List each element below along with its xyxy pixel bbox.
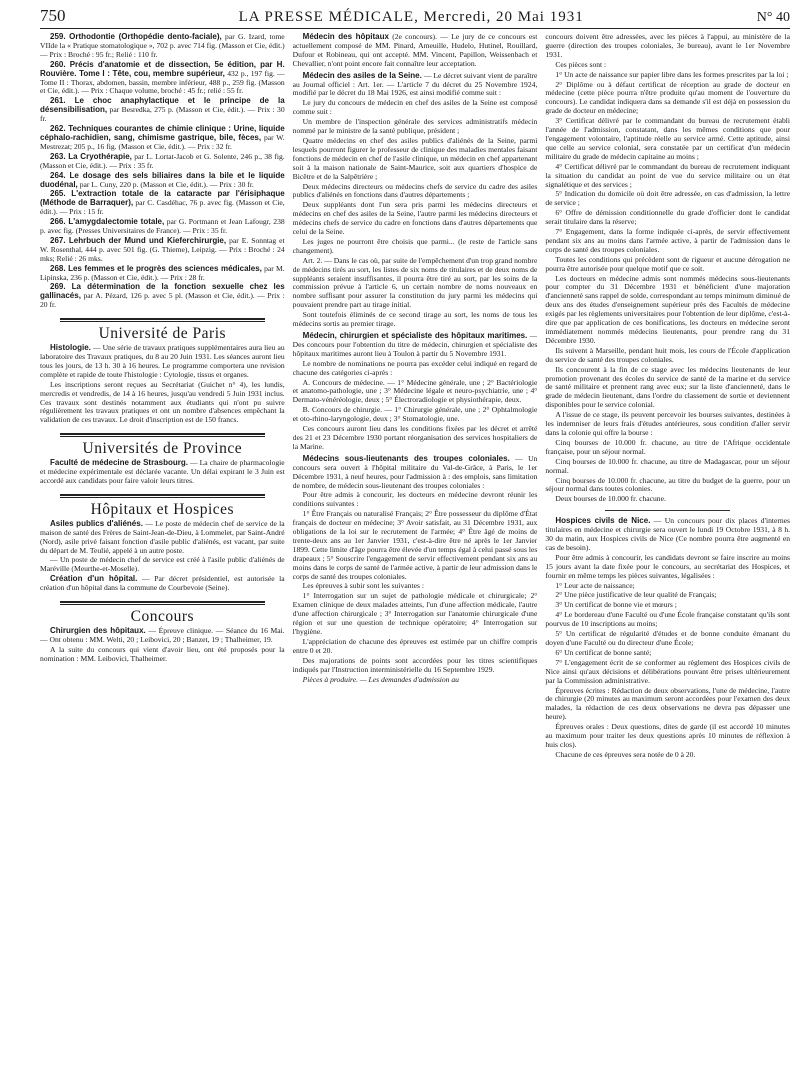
paragraph: Ils concourent à la fin de ce stage avec les médecins lieutenants de leur promotion provenant des écoles du service de santé de la marine et du service de santé militaire et prennent rang avec eux; sur la liste d'ancienneté, dans le grade de médecin lieutenant, dans l'ordre du classement de sortie et deviennent disponibles pour le service colonial. <box>545 364 791 410</box>
paragraph: Le nombre de nominations ne pourra pas excéder celui indiqué en regard de chacune des catégories ci-après : <box>292 358 538 377</box>
paragraph: 4° Certificat délivré par le commandant du bureau de recrutement indiquant la situation du candidat au point de vue du service militaire ou un état signalétique et des services ; <box>545 161 791 189</box>
paragraph: 2° Une pièce justificative de leur qualité de Français; <box>555 590 717 600</box>
paragraph: Ces concours auront lieu dans les conditions fixées par les décret et arrêté des 21 et 23 Décembre 1930 portant réorganisation des services hospitaliers de la Marine. <box>292 424 538 451</box>
entry-title: 262. Techniques courantes de chimie clinique : Urine, liquide céphalo-rachidien, sang, chimisme gastrique, bile, fèces, <box>40 124 285 142</box>
bibliography-entry <box>40 237 285 264</box>
paragraph: Épreuves écrites : Rédaction de deux observations, l'une de médecine, l'autre de chirurgie (20 minutes au maximum seront accordées pour l'examen des deux malades, la rédaction de ces deux observations ne devra pas dépasser une heure). <box>545 685 791 722</box>
section-divider <box>60 494 265 498</box>
paragraph: 7° L'engagement écrit de se conformer au règlement des Hospices civils de Nice ainsi qu'aux décisions et délibérations pouvant être prises ultérieurement par la Commission administrative. <box>545 657 791 685</box>
paragraph: 5° Indication du domicile où doit être adressée, en cas d'admission, la lettre de service ; <box>545 189 791 208</box>
entry-title: 265. L'extraction totale de la cataracte par l'érisiphaque (Méthode de Barraquer), <box>40 189 285 208</box>
paragraph: 1° Être Français ou naturalisé Français; 2° Être possesseur du diplôme d'État français de docteur en médecine; 3° Avoir satisfait, au 31 Décembre 1931, aux obligations de la loi sur le recrutement de l'armée; 4° Être âgé de moins de trente-deux ans au 1er Janvier 1931, c'est-à-dire être né après le 1er Janvier 1899. Cette limite d'âge pourra être élevée d'un temps égal à celui passé sous les drapeaux ; 5° Souscrire l'engagement de servir effectivement pendant six ans au moins dans le corps de santé de l'armée active, à partir de leur admission dans le corps de santé des troupes coloniales. <box>292 509 538 581</box>
entry-reference: par G. Portmann et Jean Lafougr, 238 p. avec fig. (Presses Universitaires de France). — Prix : 35 fr. <box>40 217 285 236</box>
bibliography-entry <box>40 172 285 190</box>
entry-reference: 432 p., 197 fig. — Tome II : Thorax, abdomen, bassin, membre inférieur, 488 p., 259 fig. (Masson et Cie, édit.). — Prix : Chaque volume, broché : 45 fr.; relié : 55 fr. <box>40 68 285 96</box>
column-left <box>40 33 285 1078</box>
paragraph: A l'issue de ce stage, ils peuvent percevoir les bourses suivantes, destinées à les indemniser de leurs frais d'études antérieures, sous condition d'aller servir dans la colonie qui offre la bourse : <box>545 410 791 437</box>
paragraph: Pièces à produire. — Les demandes d'admission au <box>302 674 459 684</box>
section-title-univ-paris: Université de Paris <box>98 325 227 343</box>
paragraph: Cinq bourses de 10.000 fr. chacune, au titre du budget de la guerre, pour un séjour normal dans toutes colonies. <box>545 475 791 494</box>
entry-title: 269. La détermination de la fonction sexuelle chez les gallinacés, <box>40 282 285 301</box>
paragraph: Les inscriptions seront reçues au Secrétariat (Guichet n° 4), les lundis, mercredis et vendredis, de 14 à 16 heures, jusqu'au vendredi 5 Juin 1931 inclus. Ces travaux sont destinés notamment aux étudiants qui n'ont pu suivre régulièrement les travaux pratiques et ont un nombre d'absences empêchant la validation de ces travaux. Le droit d'inscription est de 150 francs. <box>40 379 285 425</box>
entry-title: 268. Les femmes et le progrès des sciences médicales, <box>50 263 262 273</box>
paragraph: A. Concours de médecine. — 1° Médecine générale, une ; 2° Bactériologie et anatomo-pathologie, une ; 3° Médecine légale et neuro-psychiatrie, une ; 4° Dermato-vénéréologie, deux ; 5° Électroradiologie et physiothérapie, deux. <box>292 377 538 405</box>
paragraph: Histologie. — Une série de travaux pratiques supplémentaires aura lieu au laboratoire des Travaux pratiques, du 8 au 20 Juin 1931. Les séances auront lieu tous les jours, de 13 h. 30 à 16 heures. Le programme comportera une revision complète et rapide de toute l'histologie : Cytologie, tissus et organes. <box>40 343 285 379</box>
paragraph: Toutes les conditions qui précèdent sont de rigueur et aucune dérogation ne pourra être autorisée pour quelque motif que ce soit. <box>545 254 791 273</box>
paragraph: 5° Un certificat de régularité d'études et de bonne conduite émanant du doyen d'une Faculté ou du directeur d'une École; <box>545 629 791 647</box>
entry-reference: par G. Izard, tome VIIde la « Pratique stomatologique », 702 p. avec 714 fig. (Masson et Cie, édit.) — Prix : Broché : 95 fr.; Relié : 110 fr. <box>40 33 285 59</box>
paragraph: 3° Un certificat de bonne vie et mœurs ; <box>555 600 677 610</box>
paragraph: Deux médecins directeurs ou médecins chefs de service du cadre des asiles publics d'aliénés en fonctions dans d'autres départements ; <box>292 181 538 200</box>
entry-title: 260. Précis d'anatomie et de dissection, 5e édition, par H. Rouvière. Tome I : Tête, cou, membre supérieur, <box>40 59 285 78</box>
entry-reference: par A. Pézard, 126 p. avec 5 pl. (Masson et Cie, édit.). — Prix : 20 fr. <box>40 291 285 310</box>
paragraph: Des majorations de points sont accordées pour les titres scientifiques indiqués par l'Instruction interministérielle du 16 Septembre 1929. <box>292 655 538 674</box>
paragraph: Médecin des hôpitaux (2e concours). — Le jury de ce concours est actuellement composé de MM. Pinard, Ameuille, Hudelo, Hutinel, Rouillard, Dufour et Robineau, qui ont accepté. MM. Vincent, Papillon, Weissenbach et Chevallier, n'ont point encore fait connaître leur acceptation. <box>292 33 538 68</box>
bibliography-entry <box>40 61 285 97</box>
paragraph: 6° Un certificat de bonne santé; <box>555 647 652 657</box>
section-title-univ-province: Universités de Province <box>82 440 243 458</box>
bibliography-entry <box>40 218 285 236</box>
paragraph: Les juges ne pourront être choisis que parmi... (le reste de l'article sans changement). <box>292 236 538 255</box>
paragraph: 4° Le bordereau d'une Faculté ou d'une École française constatant qu'ils sont pourvus de 10 inscriptions au moins; <box>545 610 791 629</box>
section-divider <box>60 601 265 605</box>
section-title-concours: Concours <box>130 608 195 626</box>
entry-title: 263. La Cryothérapie, <box>50 151 132 161</box>
paragraph: Asiles publics d'aliénés. — Le poste de médecin chef de service de la maison de santé des Frères de Saint-Jean-de-Dieu, à Lommelet, par Saint-André (Nord), asile privé faisant fonction d'asile public d'aliénés, est vacant, par suite du départ de M. Teulié, appelé à un autre poste. <box>40 518 285 555</box>
paragraph: Ils suivent à Marseille, pendant huit mois, les cours de l'École d'application du service de santé des troupes coloniales. <box>545 345 791 364</box>
paragraph: Sont toutefois éliminés de ce second tirage au sort, les noms de tous les médecins sortis au premier tirage. <box>292 310 538 329</box>
paragraph: Médecin, chirurgien et spécialiste des hôpitaux maritimes. — Des concours pour l'obtention du titre de médecin, chirurgien et spécialiste des hôpitaux maritimes auront lieu à Toulon à partir du 5 Novembre 1931. <box>292 331 538 358</box>
entry-title: 264. Le dosage des sels biliaires dans la bile et le liquide duodénal, <box>40 170 285 189</box>
entry-title: 259. Orthodontie (Orthopédie dento-faciale), <box>50 33 222 41</box>
paragraph: Un membre de l'inspection générale des services administratifs médecin nommé par le ministre de la santé publique, président ; <box>292 117 538 136</box>
entry-reference: par M. Lipinska, 236 p. (Masson et Cie, édit.). — Prix : 28 fr. <box>40 263 285 282</box>
issue-number: N° 40 <box>756 10 790 25</box>
paragraph: Médecin des asiles de la Seine. — Le décret suivant vient de paraître au Journal officiel : Art. 1er. — L'article 7 du décret du 25 Novembre 1924, modifié par le décret du 18 Mai 1926, est ainsi modifié comme suit : <box>292 70 538 98</box>
paragraph: concours doivent être adressées, avec les pièces à l'appui, au ministère de la guerre (direction des troupes coloniales, 3e bureau), avant le 1er Novembre 1931. <box>545 33 791 59</box>
paragraph: Chacune de ces épreuves sera notée de 0 à 20. <box>555 749 696 759</box>
bibliography-entry <box>40 265 285 283</box>
page-number: 750 <box>40 6 66 25</box>
paragraph: Deux bourses de 10.000 fr. chacune. <box>555 494 666 504</box>
paragraph: Médecins sous-lieutenants des troupes coloniales. — Un concours sera ouvert à l'hôpital militaire du Val-de-Grâce, à Paris, le 1er Décembre 1931, à neuf heures, pour l'admission à : des emplois, sans limitation de nombre, de médecin sous-lieutenant des troupes coloniales : <box>292 453 538 490</box>
paragraph: — Un poste de médecin chef de service est créé à l'asile public d'aliénés de Maréville (Meurthe-et-Moselle). <box>40 555 285 574</box>
paragraph: 3° Certificat délivré par le commandant du bureau de recrutement établi l'année de l'admission, constatant, dans les mêmes conditions que pour l'engagement volontaire, l'aptitude réelle au service armé. Cette aptitude, ainsi que celle au service colonial, sera constatée par un certificat d'un médecin militaire du grade de médecin capitaine au moins ; <box>545 116 791 161</box>
section-divider <box>60 433 265 437</box>
entry-reference: par E. Sonntag et W. Rosenthal, 444 p. avec 501 fig. (G. Thieme), Leipzig. — Prix : Broché : 24 mks; Relié : 26 mks. <box>40 235 285 263</box>
bibliography-list <box>40 33 285 310</box>
paragraph: Art. 2. — Dans le cas où, par suite de l'empêchement d'un trop grand nombre de médecins tirés au sort, les listes de six noms de titulaires et de deux noms de suppléants seraient insuffisantes, il pourra être tiré au sort, par les soins de la commission prévue à l'article 6, un certain nombre de noms nouveaux en nombre suffisant pour assurer la constitution du jury parmi les médecins qui pouvaient prendre part au tirage initial. <box>292 255 538 310</box>
section-title-hopitaux: Hôpitaux et Hospices <box>90 500 235 518</box>
bibliography-entry <box>40 190 285 217</box>
paragraph: Pour être admis à concourir, les candidats devront se faire inscrire au moins 15 jours avant la date fixée pour le concours, au secrétariat des Hospices, et fournir en même temps les pièces suivantes, légalisées : <box>545 552 791 580</box>
bibliography-entry <box>40 125 285 152</box>
entry-title: 267. Lehrbuch der Mund und Kieferchirurgie, <box>50 235 227 245</box>
paragraph: Cinq bourses de 10.000 fr. chacune, au titre de Madagascar, pour un séjour normal. <box>545 456 791 475</box>
paragraph: B. Concours de chirurgie. — 1° Chirurgie générale, une ; 2° Ophtalmologie et oto-rhino-laryngologie, deux ; 3° Stomatologie, une. <box>292 405 538 424</box>
section-divider <box>605 510 730 511</box>
paragraph: Ces pièces sont : <box>555 59 607 69</box>
bibliography-entry <box>40 153 285 171</box>
entry-reference: par Besredka, 275 p. (Masson et Cie, édit.). — Prix : 30 fr. <box>40 105 285 124</box>
bibliography-entry <box>40 97 285 124</box>
paragraph: A la suite du concours qui vient d'avoir lieu, ont été proposés pour la nomination : MM. Leibovici, Thalheimer. <box>40 644 285 663</box>
paragraph: 7° Engagement, dans la forme indiquée ci-après, de servir effectivement pendant six ans au moins dans l'armée active, à partir de l'admission dans le corps de santé des troupes coloniales. <box>545 227 791 254</box>
entry-title: 266. L'amygdalectomie totale, <box>50 217 165 227</box>
paragraph: Deux suppléants dont l'un sera pris parmi les médecins directeurs et médecins en chef des asiles de la Seine, l'autre parmi les médecins directeurs et médecins chefs de service du cadre en fonctions dans d'autres départements que celui de la Seine. <box>292 200 538 237</box>
paragraph: Chirurgien des hôpitaux. — Épreuve clinique. — Séance du 16 Mai. — Ont obtenu : MM. Welti, 20 ; Leibovici, 20 ; Banzet, 19 ; Thalheimer, 19. <box>40 625 285 644</box>
paragraph: 6° Offre de démission conditionnelle du grade d'officier dont le candidat serait titulaire dans la réserve; <box>545 208 791 227</box>
paragraph: 1° Un acte de naissance sur papier libre dans les formes prescrites par la loi ; <box>555 69 789 79</box>
section-divider <box>60 318 265 322</box>
paragraph: Création d'un hôpital. — Par décret présidentiel, est autorisée la création d'un hôpital dans la commune de Courbevoie (Seine). <box>40 574 285 593</box>
entry-reference: par W. Mestrezat; 205 p., 16 fig. (Masson et Cie, édit.). — Prix : 32 fr. <box>40 132 285 151</box>
paragraph: Hospices civils de Nice. — Un concours pour dix places d'internes titulaires en médecine et chirurgie sera ouvert le lundi 19 Octobre 1931, à 8 h. 30 du matin, aux Hospices civils de Nice (Ce nombre pourra être augmenté en cas de besoin). <box>545 516 791 552</box>
entry-reference: par L. Cuny, 220 p. (Masson et Cie, édit.). — Prix : 30 fr. <box>79 179 254 189</box>
entry-title: 261. Le choc anaphylactique et le principe de la désensibilisation, <box>40 96 285 115</box>
entry-reference: par L. Lortat-Jacob et G. Solente, 246 p., 38 fig. (Masson et Cie, édit.). — Prix : 35 fr. <box>40 151 285 170</box>
column-middle <box>293 33 538 1078</box>
paragraph: Les épreuves à subir sont les suivantes : <box>302 581 424 591</box>
paragraph: Pour être admis à concourir, les docteurs en médecine devront réunir les conditions suivantes : <box>292 490 538 509</box>
paragraph: 2° Diplôme ou à défaut certificat de réception au grade de docteur en médecine (cette pièce pourra n'être produite qu'au moment de l'ouverture du concours). Le candidat indiquera dans sa demande s'il est déjà en possession du grade de docteur en médecine; <box>545 79 791 116</box>
paragraph: Épreuves orales : Deux questions, dites de garde (il est accordé 10 minutes au maximum pour traiter les deux questions après 10 minutes de réflexion à huis clos). <box>545 722 791 749</box>
bibliography-entry <box>40 33 285 60</box>
paragraph: L'appréciation de chacune des épreuves est estimée par un chiffre compris entre 0 et 20. <box>292 636 538 655</box>
page-header <box>40 6 790 29</box>
paragraph: Cinq bourses de 10.000 fr. chacune, au titre de l'Afrique occidentale française, pour un séjour normal. <box>545 437 791 456</box>
paragraph: 1° Interrogation sur un sujet de pathologie médicale et chirurgicale; 2° Examen clinique de deux malades atteints, l'un d'une affection médicale, l'autre d'une affection chirurgicale ; 3° Interrogation sur l'anatomie chirurgicale d'une région et sur une question de technique opératoire; 4° Interrogation sur l'hygiène. <box>292 591 538 636</box>
paragraph: Quatre médecins en chef des asiles publics d'aliénés de la Seine, parmi lesquels pourront figurer le professeur de clinique des maladies mentales faisant fonctions de médecin en chef de l'asile clinique, un médecin en chef appartenant soit à la maison nationale de Saint-Maurice, soit aux quartiers d'hospice de Bicêtre et de la Salpêtrière ; <box>292 135 538 181</box>
paragraph: Les docteurs en médecine admis sont nommés médecins sous-lieutenants pour compter du 31 Décembre 1931 et bénéficient d'une majoration d'ancienneté sans rappel de solde, correspondant au temps minimum diminué de deux ans des études d'enseignement supérieur près des Facultés de médecine exigés par les règlements universitaires pour l'obtention de leur diplôme, c'est-à-dire que par application de ces bonifications, les docteurs en médecine seront immédiatement nommés médecins lieutenants, pour prendre rang du 31 Décembre 1930. <box>545 273 791 345</box>
paragraph: Le jury du concours de médecin en chef des asiles de la Seine est composé comme suit : <box>292 98 538 117</box>
column-right <box>545 33 790 1078</box>
paragraph: 1° Leur acte de naissance; <box>555 580 635 590</box>
paragraph: Faculté de médecine de Strasbourg. — La chaire de pharmacologie et médecine expérimentale est déclarée vacante. Un délai expirant le 3 Juin est accordé aux candidats pour faire valoir leurs titres. <box>40 458 285 485</box>
journal-title: LA PRESSE MÉDICALE, Mercredi, 20 Mai 1931 <box>238 9 584 25</box>
bibliography-entry <box>40 283 285 310</box>
entry-reference: par C. Casdéhac, 76 p. avec fig. (Masson et Cie, édit.). — Prix : 15 fr. <box>40 198 285 217</box>
